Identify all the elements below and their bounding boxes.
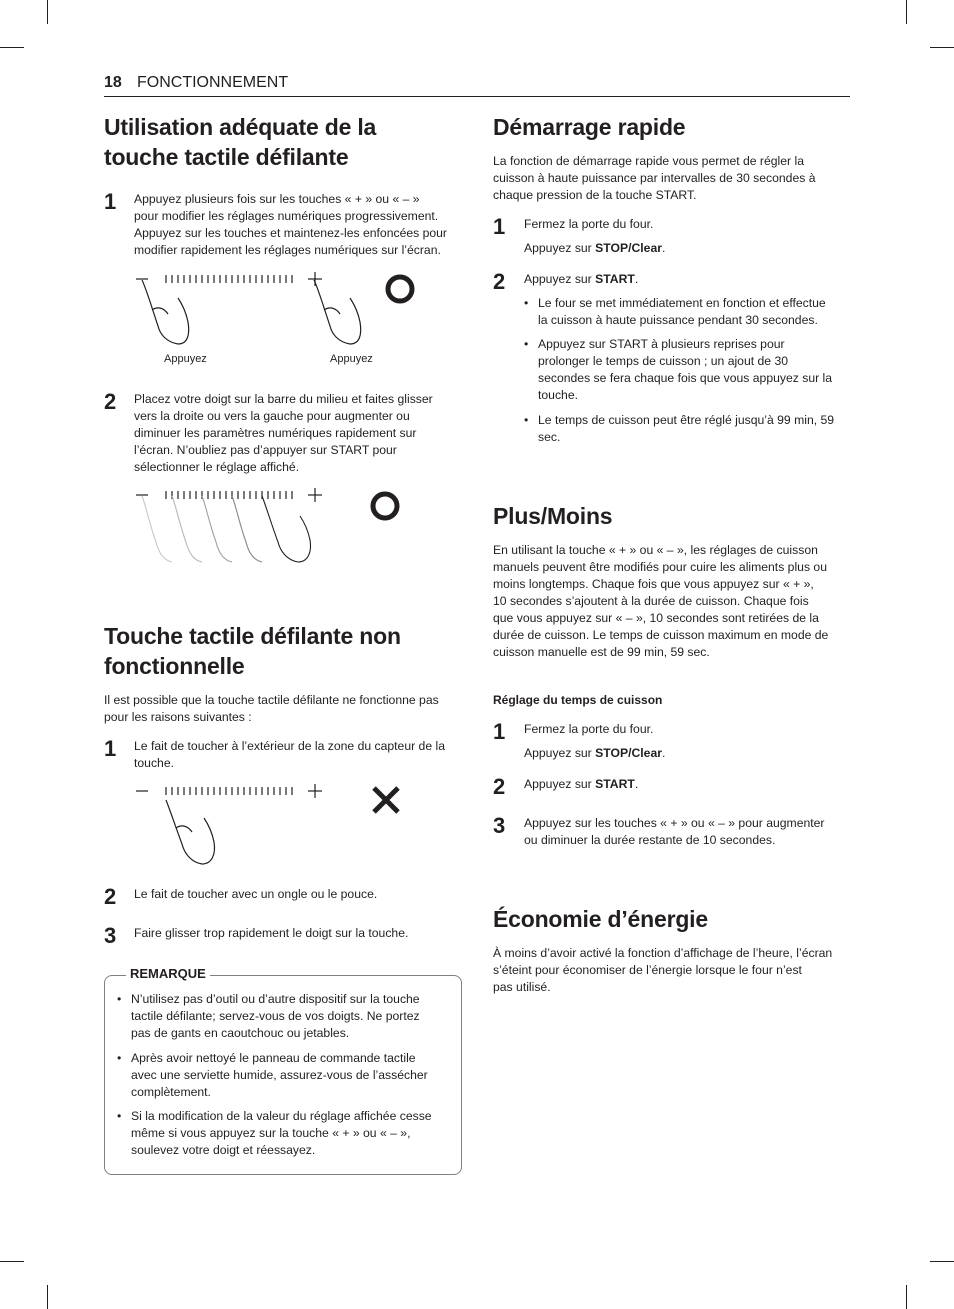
intro-text [493, 153, 853, 204]
step-text [134, 191, 464, 259]
text-run: Appuyez sur [524, 241, 596, 255]
text-line: Le four se met immédiatement en fonction et effectue [538, 296, 826, 310]
text-line: Appuyez sur les touches « + » ou « – » pour augmenter [524, 816, 825, 830]
text-line: que vous appuyez sur « – », 10 secondes sont retirées de la [493, 611, 819, 625]
crop-mark [930, 1261, 954, 1262]
bullet: • [524, 413, 529, 427]
heading-scroll-touch [104, 112, 376, 172]
text-line: tactile défilante; servez-vous de vos doigts. Ne portez [131, 1009, 420, 1023]
step-text: Fermez la porte du four. [524, 217, 654, 231]
header-rule [104, 96, 850, 97]
text-line: la cuisson à haute puissance pendant 30 secondes. [538, 313, 818, 327]
step-text [134, 738, 464, 772]
heading-line: fonctionnelle [104, 653, 245, 679]
bullet: • [117, 1109, 122, 1123]
step-number: 3 [493, 813, 506, 838]
text-line: pour modifier les réglages numériques progressivement. [134, 209, 439, 223]
text-line: soulevez votre doigt et réessayez. [131, 1143, 316, 1157]
bullet: • [524, 337, 529, 351]
text-line: Appuyez sur les touches et maintenez-les enfoncées pour [134, 226, 447, 240]
key-name: STOP/Clear [595, 746, 662, 760]
heading-plus-minus: Plus/Moins [493, 503, 613, 529]
step-text [524, 776, 638, 793]
text-line: ou diminuer la durée restante de 10 secondes. [524, 833, 776, 847]
text-line: N’utilisez pas d’outil ou d’autre dispositif sur la touche [131, 992, 420, 1006]
bullet-item [524, 336, 853, 404]
step-number: 2 [493, 269, 506, 294]
bullet-item [524, 412, 853, 446]
step-number: 2 [104, 389, 117, 414]
bullet: • [524, 296, 529, 310]
slider-bar-icon [166, 275, 292, 283]
energy-text [493, 945, 853, 996]
heading-line: touche tactile défilante [104, 144, 349, 170]
caption: Appuyez [330, 353, 373, 365]
step-number: 1 [104, 189, 117, 214]
crop-mark [0, 1261, 24, 1262]
text-line: même si vous appuyez sur la touche « + » ou « – », [131, 1126, 411, 1140]
text-line: s’éteint pour économiser de l’énergie lorsque le four n’est [493, 963, 802, 977]
text-run: Appuyez sur [524, 746, 596, 760]
page-number: 18 [104, 74, 122, 91]
text-line: sélectionner le réglage affiché. [134, 460, 300, 474]
text-line: En utilisant la touche « + » ou « – », les réglages de cuisson [493, 543, 818, 557]
heading-line: Utilisation adéquate de la [104, 114, 377, 140]
bullet: • [117, 992, 122, 1006]
text-line: pas utilisé. [493, 980, 551, 994]
text-line: Après avoir nettoyé le panneau de commande tactile [131, 1051, 416, 1065]
step-text: Le fait de toucher avec un ongle ou le pouce. [134, 887, 378, 901]
text-line: sec. [538, 430, 561, 444]
text-run: . [661, 746, 666, 760]
subheading: Réglage du temps de cuisson [493, 693, 663, 707]
step-text [524, 271, 638, 288]
step-text [524, 240, 665, 257]
text-run: . [634, 272, 639, 286]
text-line: 10 secondes s’ajoutent à la durée de cuisson. Chaque fois [493, 594, 809, 608]
text-line: Appuyez plusieurs fois sur les touches « + » ou « – » [134, 192, 420, 206]
tap-illustration [130, 268, 430, 358]
text-line: Le temps de cuisson peut être réglé jusqu’à 99 min, 59 [538, 413, 835, 427]
text-line: À moins d’avoir activé la fonction d’affichage de l’heure, l’écran [493, 946, 833, 960]
crop-mark [906, 1285, 907, 1309]
step-number: 1 [104, 736, 117, 761]
text-run: . [661, 241, 666, 255]
text-line: touche. [134, 756, 174, 770]
text-run: Appuyez sur [524, 272, 596, 286]
section-title: FONCTIONNEMENT [137, 74, 289, 91]
note-item [117, 1108, 456, 1159]
key-name: START [595, 777, 635, 791]
text-line: Si la modification de la valeur du réglage affichée cesse [131, 1109, 432, 1123]
swipe-illustration [130, 484, 430, 568]
text-line: cuisson manuelle est de 99 min, 59 sec. [493, 645, 710, 659]
step-number: 1 [493, 719, 506, 744]
note-item [117, 1050, 456, 1101]
crop-mark [0, 47, 24, 48]
text-line: diminuer les paramètres numériques rapidement sur [134, 426, 417, 440]
heading-line: Touche tactile défilante non [104, 623, 401, 649]
text-line: pour les raisons suivantes : [104, 710, 252, 724]
caption: Appuyez [164, 353, 207, 365]
text-line: moins longtemps. Chaque fois que vous appuyez sur « + », [493, 577, 814, 591]
text-line: durée de cuisson. Le temps de cuisson maximum en mode de [493, 628, 829, 642]
text-line: Le fait de toucher à l’extérieur de la zone du capteur de la [134, 739, 445, 753]
start-button-icon [388, 277, 412, 301]
step-number: 2 [104, 884, 117, 909]
text-line: modifier rapidement les réglages numériques sur l’écran. [134, 243, 441, 257]
step-number: 1 [493, 214, 506, 239]
text-line: La fonction de démarrage rapide vous permet de régler la [493, 154, 804, 168]
text-line: prolonger le temps de cuisson ; un ajout de 30 [538, 354, 789, 368]
step-number: 2 [493, 774, 506, 799]
text-line: Placez votre doigt sur la barre du milieu et faites glisser [134, 392, 433, 406]
outside-touch-illustration [130, 780, 430, 872]
heading-quick-start: Démarrage rapide [493, 114, 686, 140]
crop-mark [47, 0, 48, 24]
text-line: cuisson à haute puissance par intervalles de 30 secondes à [493, 171, 816, 185]
step-text [524, 745, 665, 762]
text-line: complètement. [131, 1085, 211, 1099]
text-run: Appuyez sur [524, 777, 596, 791]
start-button-icon [373, 494, 397, 518]
text-line: Appuyez sur START à plusieurs reprises pour [538, 337, 785, 351]
crop-mark [906, 0, 907, 24]
heading-energy-saving: Économie d’énergie [493, 906, 708, 932]
crop-mark [930, 47, 954, 48]
step-text: Fermez la porte du four. [524, 722, 654, 736]
text-line: Il est possible que la touche tactile défilante ne fonctionne pas [104, 693, 439, 707]
text-line: chaque pression de la touche START. [493, 188, 697, 202]
step-number: 3 [104, 923, 117, 948]
text-line: vers la droite ou vers la gauche pour augmenter ou [134, 409, 410, 423]
bullet-item [524, 295, 853, 329]
bullet: • [117, 1051, 122, 1065]
text-run: . [634, 777, 639, 791]
text-line: secondes se fera chaque fois que vous appuyez sur la [538, 371, 833, 385]
text-line: avec une serviette humide, assurez-vous de l’assécher [131, 1068, 428, 1082]
error-cross-icon [374, 788, 398, 812]
step-text: Faire glisser trop rapidement le doigt sur la touche. [134, 926, 409, 940]
note-title: REMARQUE [126, 966, 210, 981]
note-item [117, 991, 456, 1042]
key-name: START [595, 272, 635, 286]
text-line: manuels peuvent être modifiés pour cuire les aliments plus ou [493, 560, 827, 574]
step-text [134, 391, 464, 476]
text-line: touche. [538, 388, 578, 402]
crop-mark [47, 1285, 48, 1309]
intro-text [493, 542, 853, 661]
step-text [524, 815, 854, 849]
text-line: pas de gants en caoutchouc ou jetables. [131, 1026, 350, 1040]
key-name: STOP/Clear [595, 241, 662, 255]
heading-not-working [104, 621, 401, 681]
intro-text [104, 692, 464, 726]
text-line: l’écran. N’oubliez pas d’appuyer sur START pour [134, 443, 397, 457]
